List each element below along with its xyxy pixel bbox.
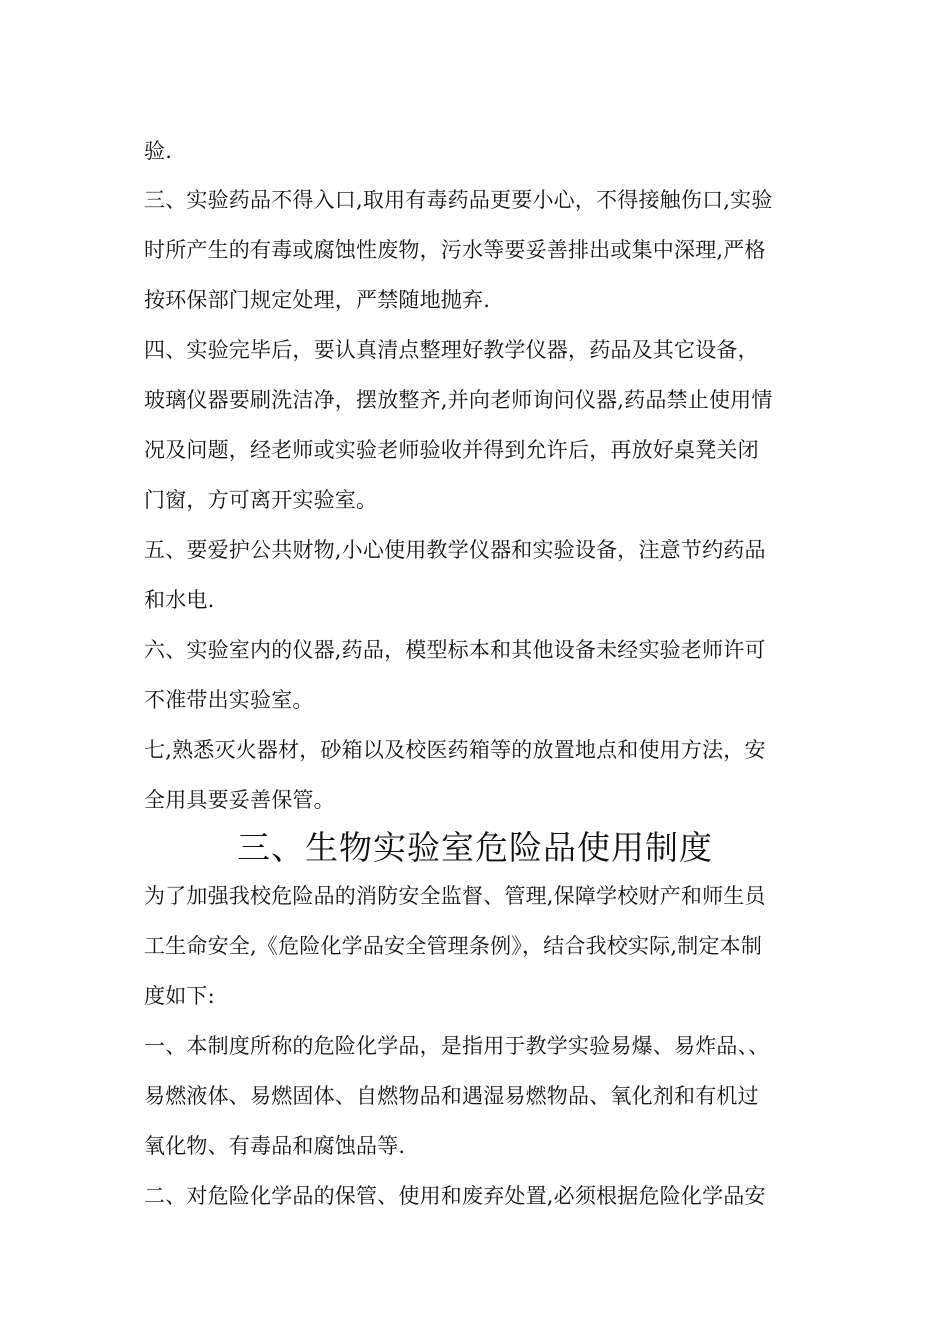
paragraph-line: 时所产生的有毒或腐蚀性废物，污水等要妥善排出或集中深理,严格	[144, 238, 766, 262]
paragraph-line: 和水电.	[144, 588, 215, 612]
paragraph-line: 六、实验室内的仪器,药品，模型标本和其他设备未经实验老师许可	[144, 638, 766, 662]
paragraph-line: 三、实验药品不得入口,取用有毒药品更要小心，不得接触伤口,实验	[144, 188, 773, 212]
paragraph-line: 验.	[144, 139, 173, 163]
paragraph-line: 易燃液体、易燃固体、自燃物品和遇湿易燃物品、氧化剂和有机过	[144, 1084, 759, 1108]
paragraph-line: 为了加强我校危险品的消防安全监督、管理,保障学校财产和师生员	[144, 884, 766, 908]
paragraph-line: 一、本制度所称的危险化学品，是指用于教学实验易爆、易炸品、、	[144, 1034, 770, 1058]
paragraph-line: 工生命安全,《危险化学品安全管理条例》，结合我校实际,制定本制	[144, 934, 763, 958]
section-heading: 三、生物实验室危险品使用制度	[237, 828, 713, 867]
paragraph-line: 全用具要妥善保管。	[144, 788, 335, 812]
paragraph-line: 二、对危险化学品的保管、使用和废弃处置,必须根据危险化学品安	[144, 1184, 766, 1208]
paragraph-line: 度如下:	[144, 984, 215, 1008]
paragraph-line: 氧化物、有毒品和腐蚀品等.	[144, 1134, 406, 1158]
paragraph-line: 七,熟悉灭火器材，砂箱以及校医药箱等的放置地点和使用方法，安	[144, 738, 766, 762]
paragraph-line: 按环保部门规定处理，严禁随地抛弃.	[144, 288, 491, 312]
paragraph-line: 五、要爱护公共财物,小心使用教学仪器和实验设备，注意节约药品	[144, 538, 766, 562]
paragraph-line: 不准带出实验室。	[144, 688, 314, 712]
paragraph-line: 况及问题，经老师或实验老师验收并得到允许后，再放好桌凳关闭	[144, 438, 759, 462]
paragraph-line: 玻璃仪器要刷洗洁净，摆放整齐,并向老师询问仪器,药品禁止使用情	[144, 388, 773, 412]
paragraph-line: 四、实验完毕后，要认真清点整理好教学仪器，药品及其它设备，	[144, 338, 759, 362]
paragraph-line: 门窗，方可离开实验室。	[144, 488, 378, 512]
